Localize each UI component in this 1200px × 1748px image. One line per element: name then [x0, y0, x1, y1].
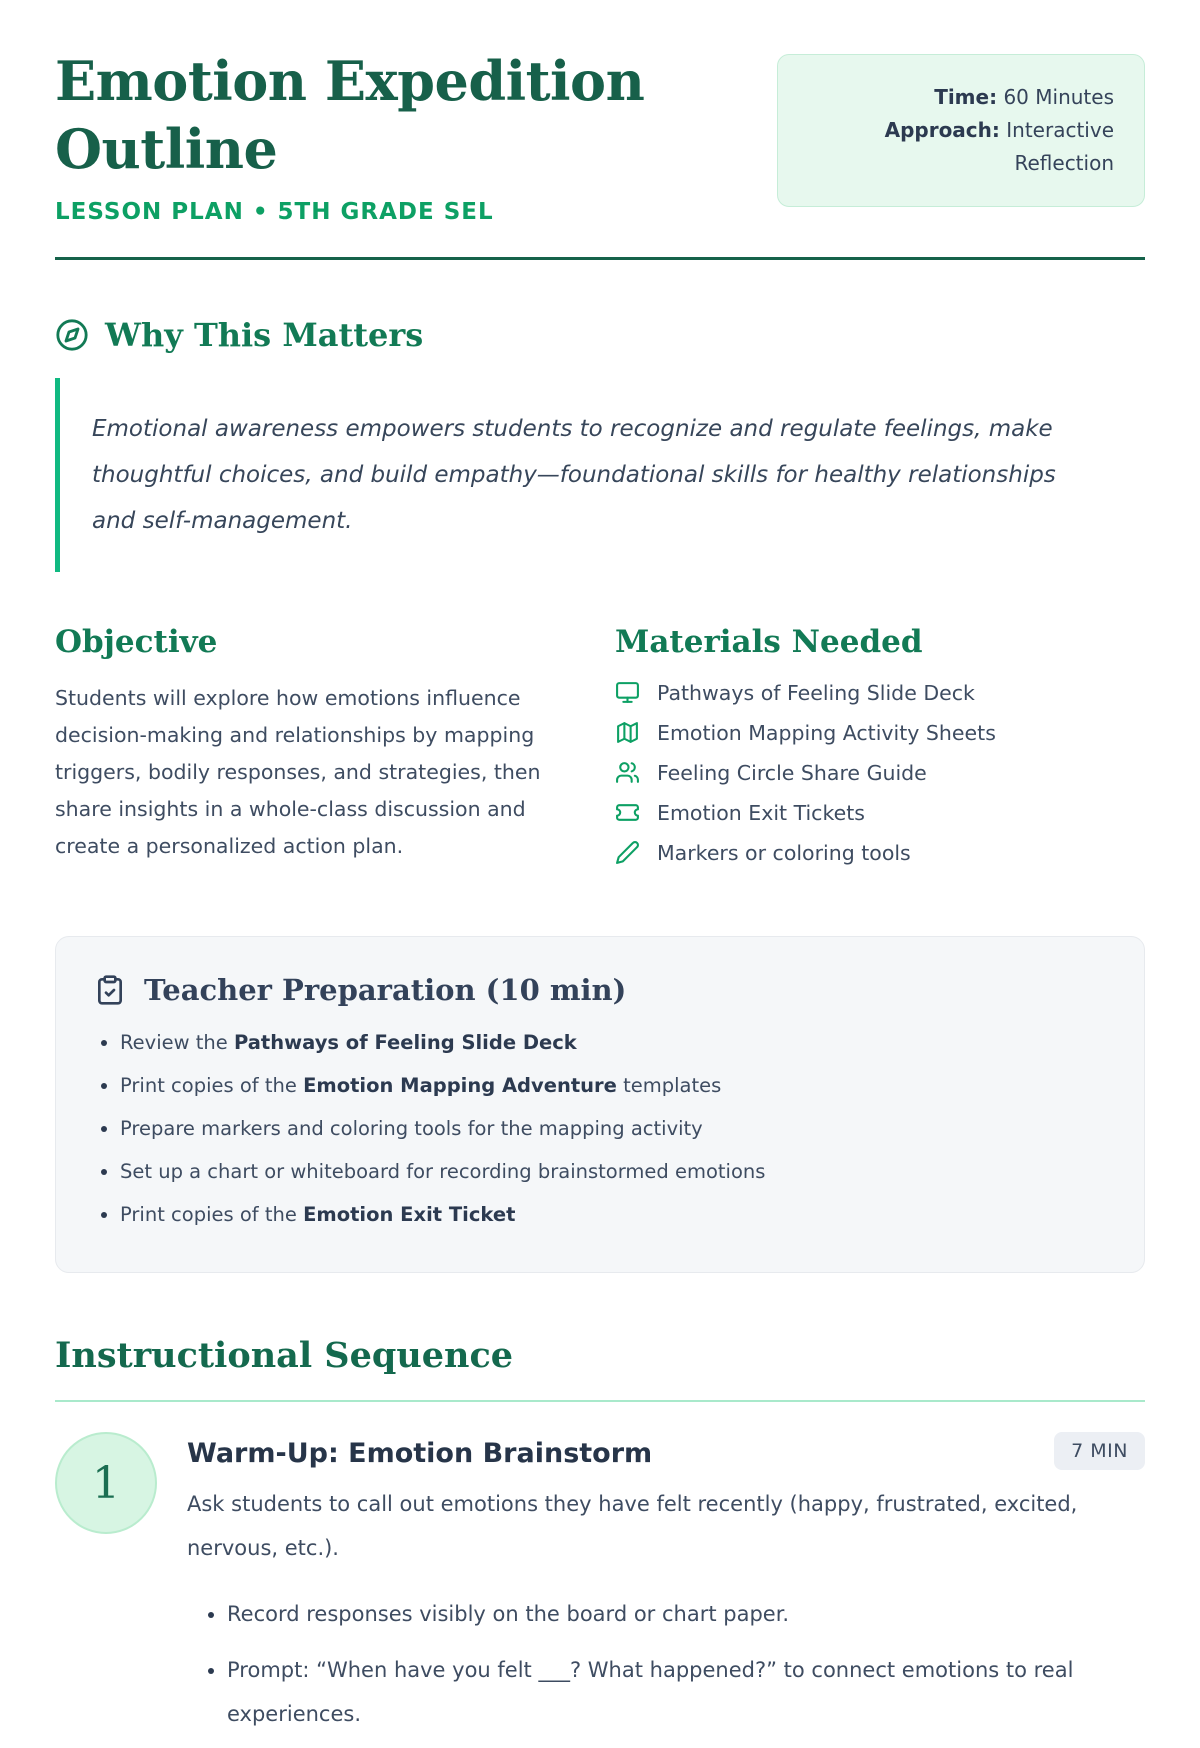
step-description: Ask students to call out emotions they have felt recently (happy, frustrated, excited, nervous, etc.). [187, 1492, 1078, 1560]
preparation-item: • Review the Pathways of Feeling Slide Deck [120, 1031, 1106, 1054]
preparation-item: • Print copies of the Emotion Exit Ticket [120, 1203, 1106, 1226]
materials-item-label: Markers or coloring tools [657, 840, 911, 865]
preparation-item: • Print copies of the Emotion Mapping Adventure templates [120, 1074, 1106, 1097]
step-bullet-list [187, 1592, 1117, 1736]
header [55, 48, 1145, 225]
users-icon [615, 760, 640, 785]
compass-icon [55, 318, 89, 352]
step-bullet: • Prompt: “When have you felt ___? What happened?” to connect emotions to real experiences. [227, 1648, 1117, 1736]
clipboard-check-icon [94, 974, 126, 1006]
step-bullet: • Record responses visibly on the board or chart paper. [227, 1592, 1117, 1636]
step-content [187, 1432, 1145, 1748]
materials-item [615, 840, 1145, 865]
info-approach-row [808, 114, 1114, 180]
preparation-heading-label: Teacher Preparation (10 min) [144, 973, 627, 1007]
rationale-quote-block [55, 378, 1145, 572]
sequence-step-1 [55, 1432, 1145, 1748]
materials-item-label: Emotion Mapping Activity Sheets [657, 720, 996, 745]
materials-item [615, 720, 1145, 745]
preparation-list [94, 1031, 1106, 1226]
approach-label: Approach: [884, 118, 1000, 142]
why-heading [55, 316, 1145, 354]
time-value: 60 Minutes [1003, 85, 1114, 109]
step-number-badge: 1 [55, 1432, 157, 1534]
step-header [187, 1432, 1145, 1470]
objective-text: Students will explore how emotions influence decision-making and relationships by mapping triggers, bodily responses, and strategies, then share insights in a whole-class discussion and create a personalized action plan. [55, 686, 541, 858]
why-heading-label: Why This Matters [105, 316, 424, 354]
why-this-matters-section [55, 316, 1145, 572]
ticket-icon [615, 800, 640, 825]
materials-item-label: Emotion Exit Tickets [657, 800, 865, 825]
objective-heading: Objective [55, 624, 218, 660]
page-title: Emotion Expedition Outline [55, 49, 645, 181]
objective-materials-columns [55, 624, 1145, 880]
preparation-heading [94, 973, 1106, 1007]
time-label: Time: [934, 85, 998, 109]
info-time-row [808, 81, 1114, 114]
approach-value: Interactive Reflection [1006, 118, 1114, 175]
materials-list [615, 680, 1145, 865]
materials-item [615, 800, 1145, 825]
preparation-item: • Set up a chart or whiteboard for recording brainstormed emotions [120, 1160, 1106, 1183]
step-duration-badge: 7 MIN [1054, 1432, 1145, 1470]
instructional-sequence-heading: Instructional Sequence [55, 1335, 1145, 1402]
materials-item [615, 760, 1145, 785]
objective-section [55, 624, 555, 880]
pencil-icon [615, 840, 640, 865]
materials-heading: Materials Needed [615, 624, 923, 660]
monitor-icon [615, 680, 640, 705]
step-title: Warm-Up: Emotion Brainstorm [187, 1438, 653, 1469]
rationale-quote-text: Emotional awareness empowers students to recognize and regulate feelings, make thoughtful choices, and build empathy—foundational skills for healthy relationships and self-management. [92, 416, 1056, 534]
materials-item-label: Pathways of Feeling Slide Deck [657, 680, 975, 705]
lesson-info-box [777, 54, 1145, 207]
materials-item-label: Feeling Circle Share Guide [657, 760, 927, 785]
title-block [55, 48, 755, 225]
lesson-plan-document [0, 48, 1200, 1748]
header-divider [55, 257, 1145, 260]
materials-item [615, 680, 1145, 705]
map-icon [615, 720, 640, 745]
teacher-preparation-box [55, 936, 1145, 1273]
preparation-item: • Prepare markers and coloring tools for the mapping activity [120, 1117, 1106, 1140]
page-subtitle: LESSON PLAN • 5TH GRADE SEL [55, 199, 494, 225]
materials-section [615, 624, 1145, 880]
